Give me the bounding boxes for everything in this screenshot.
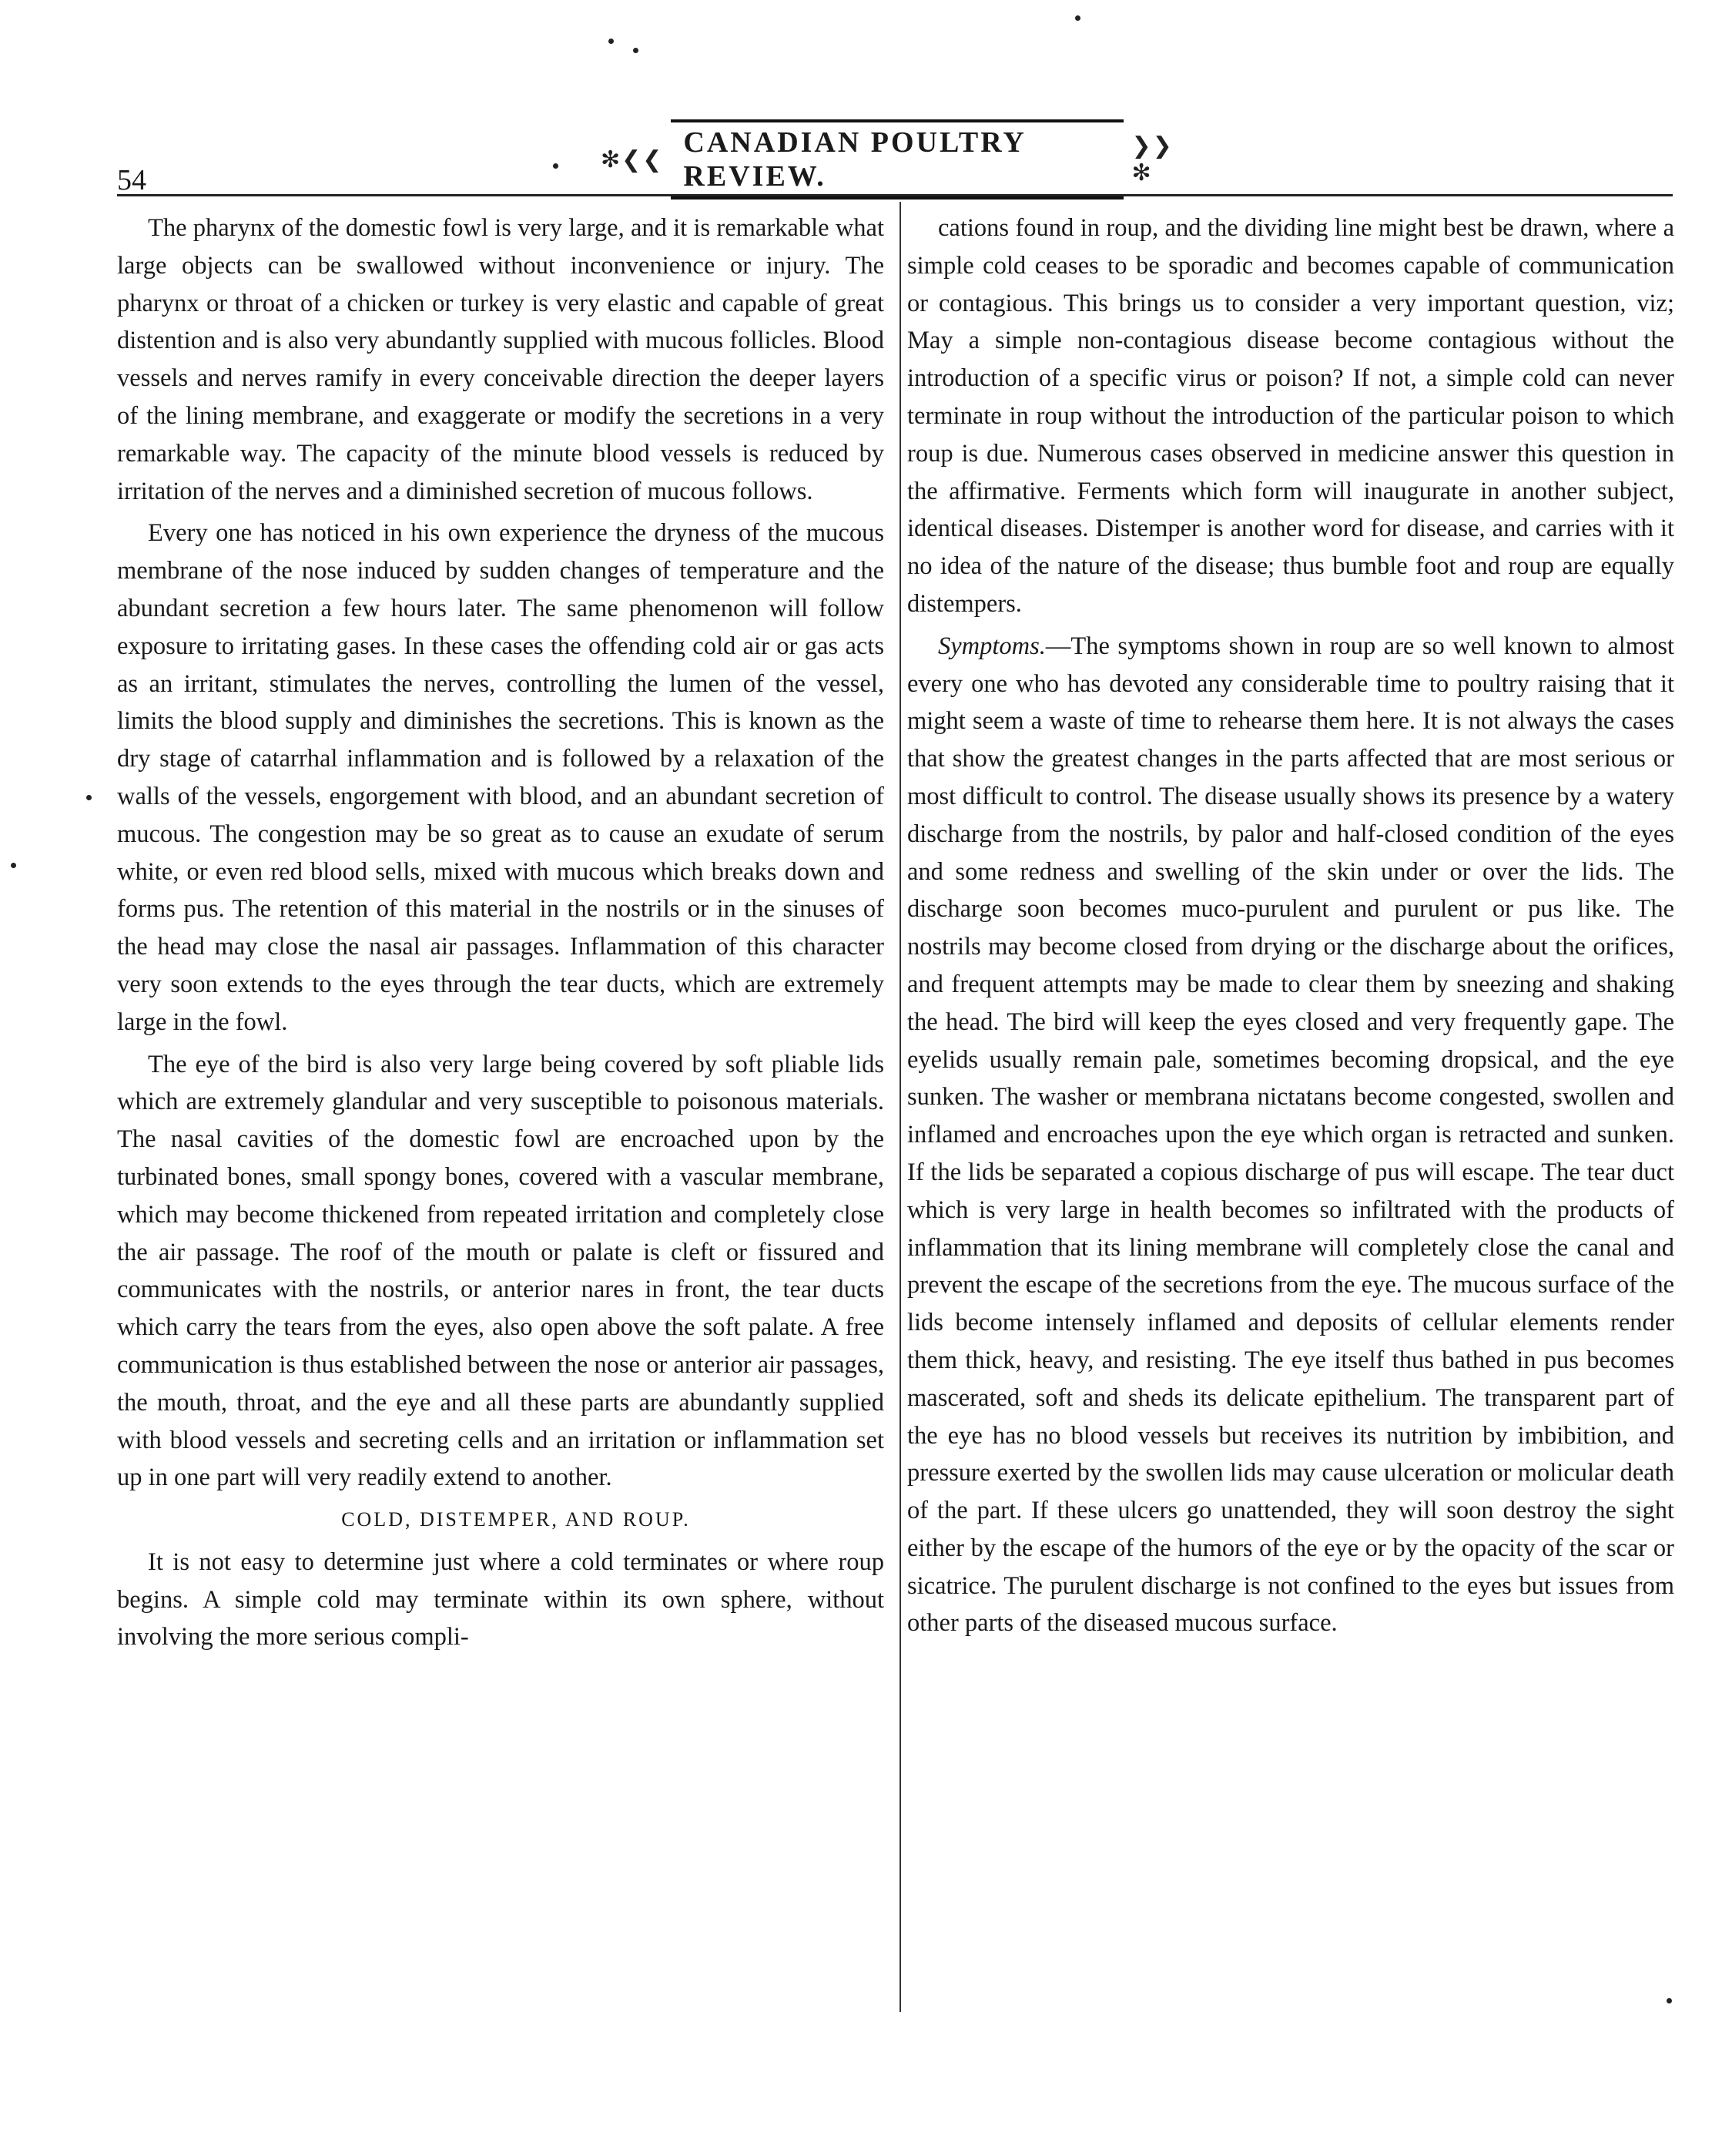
print-speck bbox=[1075, 15, 1080, 21]
print-speck bbox=[633, 48, 638, 53]
print-speck bbox=[608, 39, 614, 44]
ornament-right: ❯❯✻ bbox=[1131, 132, 1174, 186]
symptoms-text: —The symptoms shown in roup are so well known to almost every one who has devoted any considerable time to poultry raising that it might seem a waste of time to rehearse them here. It is not always the cases that show the greatest changes in the parts affected that are most serious or most difficult to control. The disease usually shows its presence by a watery discharge from the nostrils, by palor and half-closed condition of the eyes and some redness and swelling of the skin under or over the lids. The discharge soon becomes muco-purulent and purulent or pus like. The nostrils may become closed from drying or the discharge about the orifices, and frequent attempts may be made to clear them by sneezing and shaking the head. The bird will keep the eyes closed and very frequently gape. The eyelids usually remain pale, sometimes becoming dropsical, and the eye sunken. The washer or membrana nictatans become congested, swollen and inflamed and encroaches upon the eye which organ is retracted and sunken. If the lids be separated a copious discharge of pus will escape. The tear duct which is very large in health becomes so infiltrated with the products of inflammation that its lining membrane will completely close the canal and prevent the escape of the secretions from the eye. The mucous surface of the lids become intensely inflamed and deposits of cellular elements render them thick, heavy, and resisting. The eye itself thus bathed in pus becomes mascerated, soft and sheds its delicate epithelium. The transparent part of the eye has no blood vessels but receives its nutrition by imbibition, and pressure exerted by the swollen lids may cause ulceration or molicular death of the part. If these ulcers go unattended, they will soon destroy the sight either by the escape of the humors of the eye or by the opacity of the scar or sicatrice. The purulent discharge is not confined to the eyes but issues from other parts of the diseased mucous surface. bbox=[907, 632, 1674, 1638]
print-speck bbox=[11, 863, 16, 868]
paragraph: It is not easy to determine just where a cold terminates or where roup begins. A simple cold may terminate within its own sphere, without involving the more serious compli- bbox=[117, 1547, 884, 1651]
symptoms-lead: Symptoms. bbox=[938, 632, 1046, 660]
print-speck bbox=[1667, 1998, 1672, 2003]
section-heading: COLD, DISTEMPER, AND ROUP. bbox=[341, 1508, 691, 1531]
paragraph: Every one has noticed in his own experience the dryness of the mucous membrane of the nose induced by sudden changes of temperature and the abundant secretion a few hours later. The same phenomenon will follow exposure to irritating gases. In these cases the offending cold air or gas acts as an irritant, stimulates the nerves, controlling the lumen of the vessel, limits the blood supply and diminishes the secretions. This is known as the dry stage of catarrhal inflammation and is followed by a relaxation of the walls of the vessels, engorgement with blood, and an abundant secretion of mucous. The congestion may be so great as to cause an exudate of serum white, or even red blood sells, mixed with mucous which breaks down and forms pus. The retention of this material in the nostrils or in the sinuses of the head may close the nasal air passages. Inflammation of this character very soon extends to the eyes through the tear ducts, which are extremely large in the fowl. bbox=[117, 519, 884, 1036]
header-rule bbox=[117, 194, 1673, 196]
column-divider bbox=[900, 202, 901, 2012]
paragraph: The pharynx of the domestic fowl is very large, and it is remarkable what large objects can be swallowed without inconvenience or injury. The pharynx or throat of a chicken or turkey is very elastic and capable of great distention and is also very abundantly supplied with mucous follicles. Blood vessels and nerves ramify in every conceivable direction the deeper layers of the lining membrane, and exaggerate or modify the secretions in a very remarkable way. The capacity of the minute blood vessels is reduced by irritation of the nerves and a diminished secretion of mucous follows. bbox=[117, 214, 884, 505]
page-number: 54 bbox=[117, 164, 146, 196]
paragraph: The eye of the bird is also very large being covered by soft pliable lids which are extremely glandular and very susceptible to poisonous materials. The nasal cavities of the domestic fowl are encroached upon by the turbinated bones, small spongy bones, covered with a vascular membrane, which may become thickened from repeated irritation and completely close the air passage. The roof of the mouth or palate is cleft or fissured and communicates with the nostrils, or anterior nares in front, the tear ducts which carry the tears from the eyes, also open above the soft palate. A free communication is thus established between the nose or anterior air passages, the mouth, throat, and the eye and all these parts are abundantly supplied with blood vessels and secreting cells and an irritation or inflammation set up in one part will very readily extend to another. bbox=[117, 1050, 884, 1492]
print-speck bbox=[553, 163, 558, 169]
ornament-left: ✻❮❮ bbox=[601, 146, 664, 173]
right-column bbox=[907, 210, 1674, 1647]
print-speck bbox=[86, 795, 92, 800]
paragraph-symptoms bbox=[907, 628, 1674, 1643]
masthead bbox=[601, 126, 1186, 193]
publication-title: CANADIAN POULTRY REVIEW. bbox=[671, 119, 1124, 200]
left-column bbox=[117, 210, 884, 1661]
paragraph: cations found in roup, and the dividing line might best be drawn, where a simple cold ceases to be sporadic and becomes capable of communication or contagious. This brings us to consider a very important question, viz; May a simple non-contagious disease become contagious without the introduction of a specific virus or poison? If not, a simple cold can never terminate in roup without the introduction of the particular poison to which roup is due. Numerous cases observed in medicine answer this question in the affirmative. Ferments which form will inaugurate in another subject, identical diseases. Distemper is another word for disease, and carries with it no idea of the nature of the disease; thus bumble foot and roup are equally distempers. bbox=[907, 214, 1674, 618]
